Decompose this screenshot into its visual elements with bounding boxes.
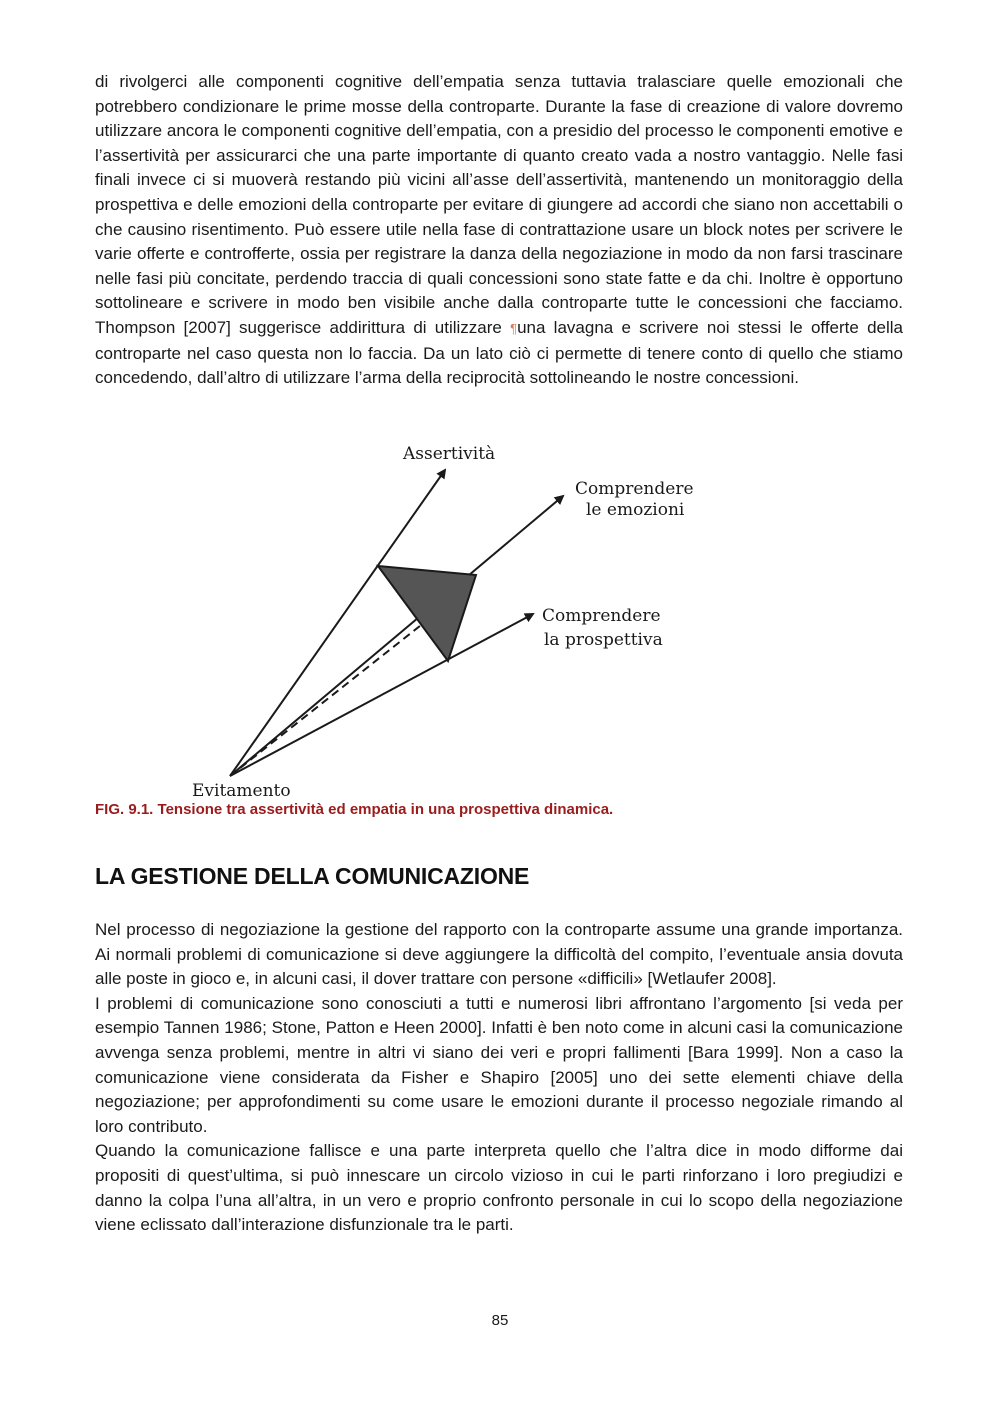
intro-paragraph <box>95 70 903 391</box>
section-heading: LA GESTIONE DELLA COMUNICAZIONE <box>95 863 530 889</box>
diagram-svg <box>95 440 903 800</box>
page-content <box>95 70 903 1235</box>
dashed-direction-line <box>230 618 430 776</box>
pilcrow-mark: ¶ <box>510 320 518 336</box>
tension-triangle <box>378 566 476 661</box>
label-emotions-line2: le emozioni <box>586 500 685 520</box>
intro-text-part2: una lavagna e scrivere noi stessi le offerte della controparte nel caso questa non lo faccia. Da un lato ciò ci permette di tenere conto di quello che stiamo concedendo, dall’altro di utilizzare l’arma della reciprocità sottolineando le nostre concessioni. <box>95 317 903 388</box>
section-paragraph-1: Nel processo di negoziazione la gestione del rapporto con la controparte assume una grande importanza. Ai normali problemi di comunicazione si deve aggiungere la difficoltà del compito, l’eventuale ansia dovuta alle poste in gioco e, in alcuni casi, il dover trattare con persone «difficili» [Wetlaufer 2008]. <box>95 920 903 989</box>
page-number: 85 <box>491 1312 509 1329</box>
figure-9-1 <box>95 440 903 800</box>
section-paragraph-2: I problemi di comunicazione sono conosciuti a tutti e numerosi libri affrontano l’argomento [si veda per esempio Tannen 1986; Stone, Patton e Heen 2000]. Infatti è ben noto come in alcuni casi la comunicazione avvenga senza problemi, mentre in altri vi siano dei veri e propri fallimenti [Bara 1999]. Non a caso la comunicazione viene considerata da Fisher e Shapiro [2005] uno dei sette elementi chiave della negoziazione; per approfondimenti su come usare le emozioni durante il processo negoziale rimando al loro contributo. <box>95 993 903 1136</box>
label-emotions-line1: Comprendere <box>575 479 694 499</box>
label-avoidance: Evitamento <box>192 781 291 800</box>
section-paragraph-3: Quando la comunicazione fallisce e una parte interpreta quello che l’altra dice in modo difforme dai propositi di quest’ultima, si può innescare un circolo vizioso in cui le parti rinforzano i loro pregiudizi e danno la colpa l’una all’altra, in un vero e proprio confronto personale in cui lo scopo della negoziazione viene eclissato dall’interazione disfunzionale tra le parti. <box>95 1141 903 1235</box>
section-body <box>95 918 903 1238</box>
intro-text-part1: di rivolgerci alle componenti cognitive dell’empatia senza tuttavia tralasciare quelle emozionali che potrebbero condizionare le prime mosse della controparte. Durante la fase di creazione di valore dovremo utilizzare ancora le componenti cognitive dell’empatia, con a presidio del processo le componenti emotive e l’assertività per assicurarci che una parte importante di quanto creato vada a nostro vantaggio. Nelle fasi finali invece ci si muoverà restando più vicini all’asse dell’assertività, mantenendo un monitoraggio della prospettiva e delle emozioni della controparte per evitare di giungere ad accordi che siano non accettabili o che causino risentimento. Può essere utile nella fase di contrattazione usare un block notes per scrivere le varie offerte e controfferte, ossia per registrare la danza della negoziazione in modo da non farsi trascinare nelle fasi più concitate, perdendo traccia di quali concessioni sono state fatte e da chi. Inoltre è opportuno sottolineare e scrivere in modo ben visibile anche dalla controparte tutte le concessioni che facciamo. Thompson [2007] suggerisce addirittura di utilizzare <box>95 72 903 337</box>
label-assertivity: Assertività <box>403 444 496 464</box>
label-perspective-line2: la prospettiva <box>544 630 663 650</box>
figure-caption: FIG. 9.1. Tensione tra assertività ed empatia in una prospettiva dinamica. <box>95 801 614 818</box>
label-perspective-line1: Comprendere <box>542 606 661 626</box>
perspective-axis <box>230 614 533 776</box>
